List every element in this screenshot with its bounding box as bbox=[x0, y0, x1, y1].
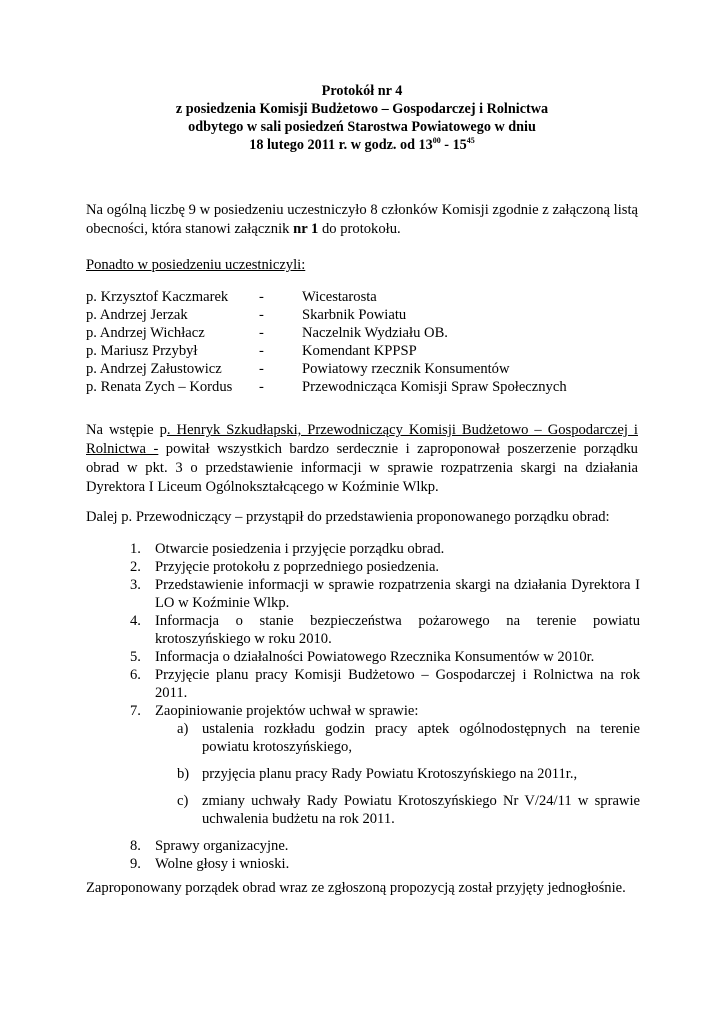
agenda-item bbox=[130, 576, 640, 612]
sub-item bbox=[177, 792, 640, 828]
protocol-title: Protokół nr 4 bbox=[321, 83, 403, 99]
attendee-dash: - bbox=[259, 307, 264, 323]
agenda-number: 7. bbox=[130, 703, 141, 719]
sub-item-text: zmiany uchwały Rady Powiatu Krotoszyńskiego Nr V/24/11 w sprawie uchwalenia budżetu na rok 2011. bbox=[202, 793, 640, 827]
agenda-text: Informacja o stanie bezpieczeństwa pożarowego na terenie powiatu krotoszyńskiego w roku 2010. bbox=[155, 613, 640, 647]
attendee-name: p. Krzysztof Kaczmarek bbox=[86, 289, 229, 305]
attendee-dash: - bbox=[259, 289, 264, 305]
agenda-text: Informacja o działalności Powiatowego Rzecznika Konsumentów w 2010r. bbox=[155, 649, 595, 665]
sub-item-text: ustalenia rozkładu godzin pracy aptek ogólnodostępnych na terenie powiatu krotoszyńskiego, bbox=[202, 721, 640, 755]
agenda-item bbox=[130, 666, 640, 702]
agenda-text: Przyjęcie planu pracy Komisji Budżetowo – Gospodarczej i Rolnictwa na rok 2011. bbox=[155, 667, 640, 701]
agenda-item bbox=[130, 540, 640, 558]
agenda-number: 6. bbox=[130, 667, 141, 683]
end-hour: - 15 bbox=[440, 137, 467, 153]
agenda-number: 8. bbox=[130, 838, 141, 854]
agenda-item bbox=[130, 558, 640, 576]
attendees-heading: Ponadto w posiedzeniu uczestniczyli: bbox=[86, 257, 306, 273]
agenda-list bbox=[130, 540, 640, 873]
attendee-row bbox=[86, 288, 646, 306]
attendee-role: Wicestarosta bbox=[302, 289, 377, 305]
opening-paragraph bbox=[86, 421, 638, 497]
sub-item-letter: c) bbox=[177, 793, 189, 809]
agenda-item bbox=[130, 855, 640, 873]
intro-paragraph bbox=[86, 201, 638, 239]
agenda-text: Przedstawienie informacji w sprawie rozpatrzenia skargi na działania Dyrektora I LO w Koźminie Wlkp. bbox=[155, 577, 640, 611]
agenda-item bbox=[130, 612, 640, 648]
opening-prefix: Na wstępie p bbox=[86, 422, 167, 438]
attendees-list bbox=[86, 288, 646, 396]
intro-text: Na ogólną liczbę 9 w posiedzeniu uczestniczyło 8 członków Komisji zgodnie z załączoną listą obecności, która stanowi załącznik bbox=[86, 202, 638, 237]
agenda-item bbox=[130, 702, 640, 720]
sub-item bbox=[177, 720, 640, 756]
attendee-dash: - bbox=[259, 325, 264, 341]
chairman-committee: Rolnictwa - bbox=[86, 441, 159, 457]
attendee-row bbox=[86, 378, 646, 396]
conclusion-paragraph: Zaproponowany porządek obrad wraz ze zgłoszoną propozycją został przyjęty jednogłośnie. bbox=[86, 880, 626, 896]
meeting-location: odbytego w sali posiedzeń Starostwa Powiatowego w dniu bbox=[188, 119, 536, 135]
meeting-subtitle: z posiedzenia Komisji Budżetowo – Gospodarczej i Rolnictwa bbox=[175, 101, 549, 117]
agenda-text: Sprawy organizacyjne. bbox=[155, 838, 289, 854]
intro-text-end: do protokołu. bbox=[318, 221, 401, 237]
agenda-number: 1. bbox=[130, 541, 141, 557]
meeting-date-time bbox=[0, 136, 724, 154]
attendee-role: Naczelnik Wydziału OB. bbox=[302, 325, 448, 341]
attendee-dash: - bbox=[259, 343, 264, 359]
agenda-item bbox=[130, 648, 640, 666]
attendee-role: Skarbnik Powiatu bbox=[302, 307, 407, 323]
opening-rest bbox=[86, 440, 638, 497]
sub-item-letter: b) bbox=[177, 766, 190, 782]
agenda-text: Wolne głosy i wnioski. bbox=[155, 856, 290, 872]
sub-item-letter: a) bbox=[177, 721, 189, 737]
agenda-number: 9. bbox=[130, 856, 141, 872]
attendee-name: p. Renata Zych – Kordus bbox=[86, 379, 233, 395]
agenda-text: Przyjęcie protokołu z poprzedniego posiedzenia. bbox=[155, 559, 440, 575]
agenda-number: 3. bbox=[130, 577, 141, 593]
agenda-number: 5. bbox=[130, 649, 141, 665]
opening-text: powitał wszystkich bardzo serdecznie i zaproponował poszerzenie porządku obrad w pkt. 3 o przedstawienie informacji w sprawie rozpatrzenia skargi na działania Dyrektora I Liceum Ogólnokształcącego w Koźminie Wlkp. bbox=[86, 441, 638, 495]
end-minutes: 45 bbox=[466, 136, 475, 145]
opening-line-1 bbox=[86, 421, 638, 440]
agenda-item bbox=[130, 837, 640, 855]
attendee-name: p. Andrzej Jerzak bbox=[86, 307, 188, 323]
agenda-intro: Dalej p. Przewodniczący – przystąpił do przedstawienia proponowanego porządku obrad: bbox=[86, 509, 610, 525]
agenda-number: 2. bbox=[130, 559, 141, 575]
attendee-dash: - bbox=[259, 379, 264, 395]
document-header bbox=[0, 82, 724, 154]
attendee-role: Komendant KPPSP bbox=[302, 343, 417, 359]
attendee-role: Powiatowy rzecznik Konsumentów bbox=[302, 361, 510, 377]
agenda-text: Zaopiniowanie projektów uchwał w sprawie: bbox=[155, 703, 419, 719]
attendee-row bbox=[86, 360, 646, 378]
attendee-name: p. Andrzej Załustowicz bbox=[86, 361, 222, 377]
attendee-name: p. Andrzej Wichłacz bbox=[86, 325, 205, 341]
agenda-text: Otwarcie posiedzenia i przyjęcie porządku obrad. bbox=[155, 541, 445, 557]
attendee-row bbox=[86, 324, 646, 342]
sub-item bbox=[177, 765, 640, 783]
meeting-date: 18 lutego 2011 r. w godz. od 13 bbox=[249, 137, 433, 153]
attendee-dash: - bbox=[259, 361, 264, 377]
agenda-number: 4. bbox=[130, 613, 141, 629]
intro-attachment-ref: nr 1 bbox=[293, 221, 319, 237]
attendee-name: p. Mariusz Przybył bbox=[86, 343, 198, 359]
start-minutes: 00 bbox=[432, 136, 441, 145]
attendee-row bbox=[86, 342, 646, 360]
chairman-name: . Henryk Szkudłapski, Przewodniczący Komisji Budżetowo – Gospodarczej i bbox=[166, 422, 638, 438]
attendee-role: Przewodnicząca Komisji Spraw Społecznych bbox=[302, 379, 567, 395]
attendee-row bbox=[86, 306, 646, 324]
sub-item-text: przyjęcia planu pracy Rady Powiatu Krotoszyńskiego na 2011r., bbox=[202, 766, 578, 782]
